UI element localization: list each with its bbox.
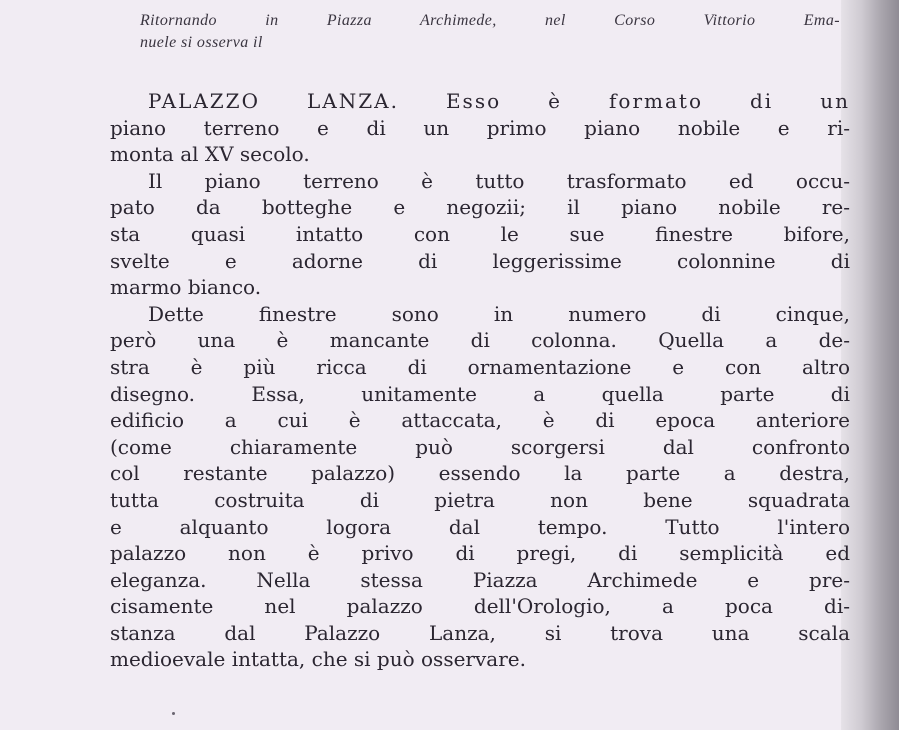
text-line: tutta costruita di pietra non bene squadrata <box>110 487 850 512</box>
text-line: PALAZZO LANZA. Esso è formato di un <box>148 89 850 113</box>
intro-line: nuele si osserva il <box>140 34 263 51</box>
text-line: svelte e adorne di leggerissime colonnine di <box>110 248 850 273</box>
text-line: stra è più ricca di ornamentazione e con altro <box>110 354 850 379</box>
text-line: monta al XV secolo. <box>110 142 310 167</box>
text-line: col restante palazzo) essendo la parte a destra, <box>110 461 850 486</box>
text-line: palazzo non è privo di pregi, di semplicità ed <box>110 541 850 566</box>
text-line: pato da botteghe e negozii; il piano nobile re- <box>110 195 850 220</box>
text-line: però una è mancante di colonna. Quella a de- <box>110 328 850 353</box>
text-line: e alquanto logora dal tempo. Tutto l'intero <box>110 514 850 539</box>
ink-speck <box>172 712 175 715</box>
text-line: disegno. Essa, unitamente a quella parte di <box>110 381 850 406</box>
text-line: marmo bianco. <box>110 275 262 300</box>
body-text <box>110 88 850 673</box>
intro-italic-text <box>140 10 840 54</box>
text-line: Il piano terreno è tutto trasformato ed occu- <box>148 168 850 193</box>
text-line: cisamente nel palazzo dell'Orologio, a poca di- <box>110 594 850 619</box>
text-line: (come chiaramente può scorgersi dal confronto <box>110 434 850 459</box>
text-line: stanza dal Palazzo Lanza, si trova una scala <box>110 620 850 645</box>
paragraph-piano-terreno <box>110 168 850 301</box>
paragraph-finestre <box>110 301 850 673</box>
text-line: medioevale intatta, che si può osservare. <box>110 647 526 672</box>
text-line: piano terreno e di un primo piano nobile e ri- <box>110 115 850 140</box>
text-line: Dette finestre sono in numero di cinque, <box>148 301 850 326</box>
text-line: sta quasi intatto con le sue finestre bifore, <box>110 221 850 246</box>
paragraph-palazzo-lanza <box>110 88 850 168</box>
intro-line: Ritornando in Piazza Archimede, nel Corso Vittorio Ema- <box>140 12 840 29</box>
text-line: eleganza. Nella stessa Piazza Archimede e pre- <box>110 567 850 592</box>
text-line: edificio a cui è attaccata, è di epoca anteriore <box>110 408 850 433</box>
